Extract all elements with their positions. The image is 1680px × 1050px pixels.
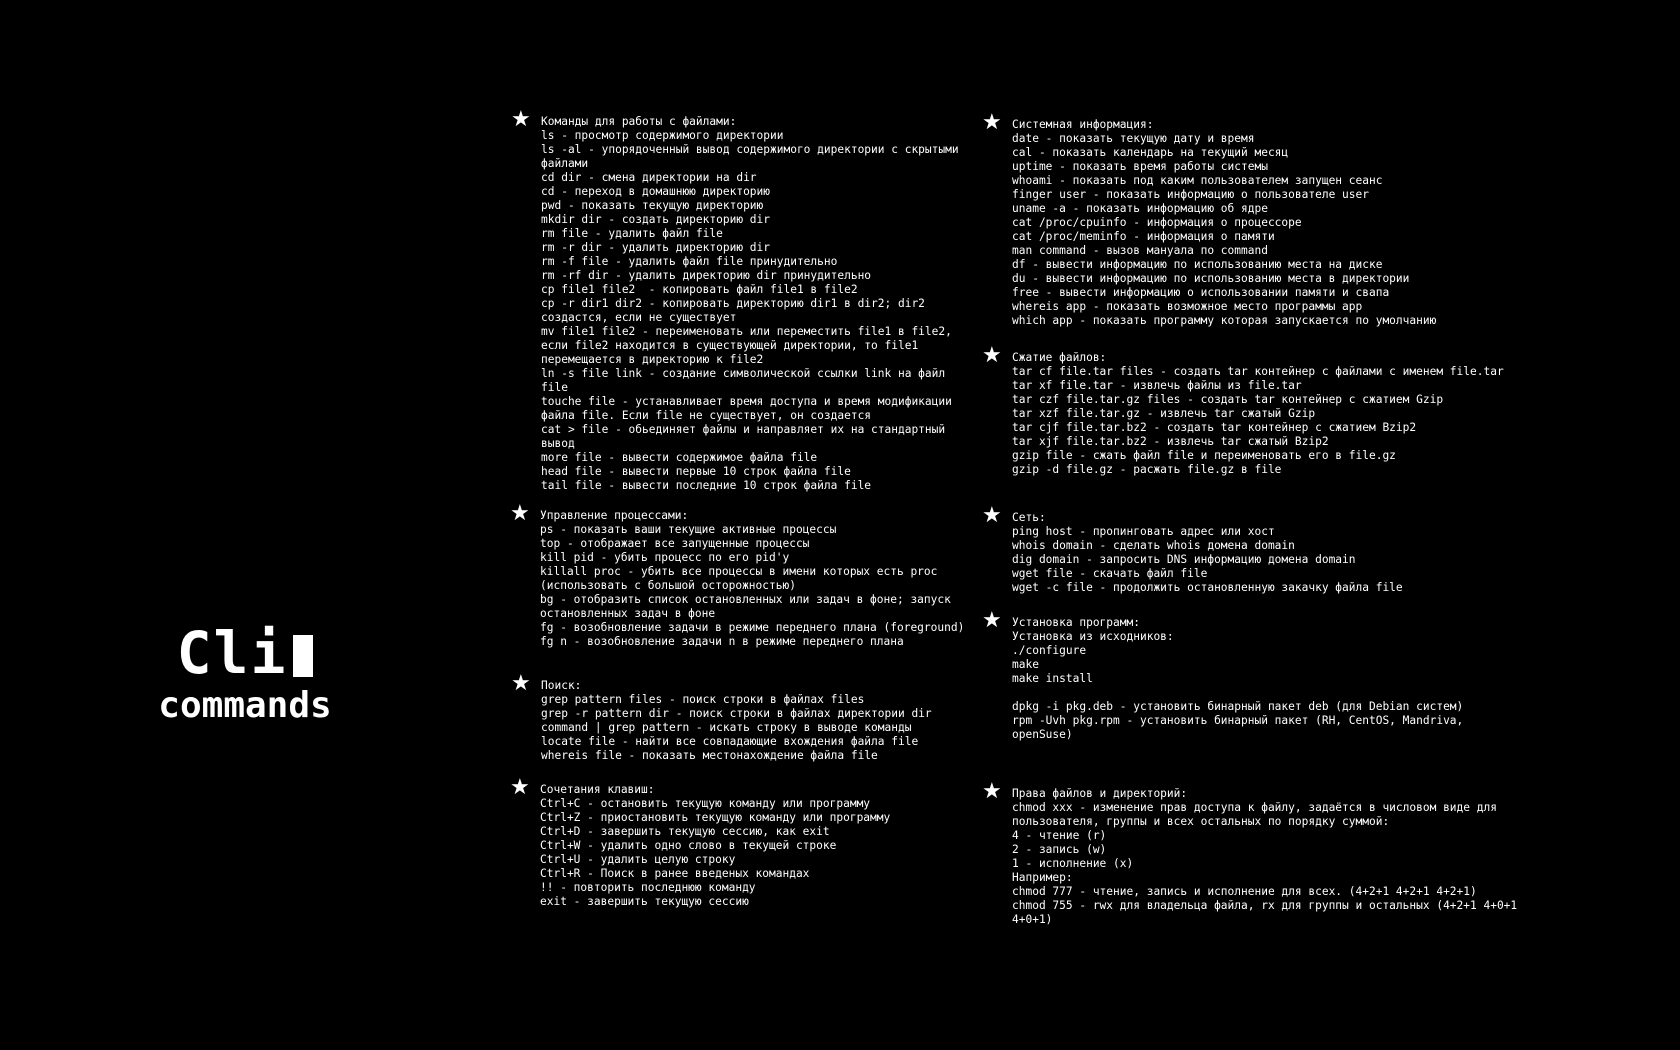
command-line: exit - завершить текущую сессию <box>540 895 749 908</box>
command-line: rm file - удалить файл file <box>541 227 723 240</box>
command-line: Ctrl+R - Поиск в ранее введеных командах <box>540 867 810 880</box>
command-line: ps - показать ваши текущие активные процессы <box>540 523 837 536</box>
command-line: mkdir dir - создать директорию dir <box>541 213 771 226</box>
section-title: Права файлов и директорий: <box>1012 787 1188 800</box>
command-line: tar cjf file.tar.bz2 - создать tar контейнер с сжатием Bzip2 <box>1012 421 1417 434</box>
star-icon: ★ <box>982 343 1002 368</box>
command-line: !! - повторить последнюю команду <box>540 881 756 894</box>
command-line: fg - возобновление задачи в режиме переднего плана (foreground) <box>540 621 965 634</box>
command-line: dpkg -i pkg.deb - установить бинарный пакет deb (для Debian систем) <box>1012 700 1464 713</box>
command-line: Ctrl+U - удалить целую строку <box>540 853 736 866</box>
logo-subtitle: commands <box>158 685 332 726</box>
command-line: tar czf file.tar.gz files - создать tar контейнер с сжатием Gzip <box>1012 393 1444 406</box>
section-lines <box>540 523 970 649</box>
command-line: touche file - устанавливает время доступа и время модификации файла file. Если file не существует, он создается <box>541 395 959 422</box>
section-install <box>982 608 1512 742</box>
section-lines <box>541 693 971 763</box>
command-line: rm -rf dir - удалить директорию dir принудительно <box>541 269 872 282</box>
command-line: tar xf file.tar - извлечь файлы из file.tar <box>1012 379 1302 392</box>
command-line: free - вывести информацию о использовании памяти и свапа <box>1012 286 1390 299</box>
command-line: man command - вызов мануала по command <box>1012 244 1268 257</box>
section-lines <box>1012 365 1572 477</box>
command-line: whois domain - сделать whois домена domain <box>1012 539 1295 552</box>
command-line: 1 - исполнение (x) <box>1012 857 1134 870</box>
section-title: Сеть: <box>1012 511 1046 524</box>
command-line: wget file - скачать файл file <box>1012 567 1208 580</box>
star-icon: ★ <box>982 503 1002 528</box>
section-search <box>511 671 971 763</box>
command-line: tar xjf file.tar.bz2 - извлечь tar сжатый Bzip2 <box>1012 435 1329 448</box>
command-line: fg n - возобновление задачи n в режиме переднего плана <box>540 635 904 648</box>
star-icon: ★ <box>510 501 530 526</box>
command-line: whoami - показать под каким пользователем запущен сеанс <box>1012 174 1383 187</box>
section-permissions <box>982 779 1552 927</box>
section-network <box>982 503 1572 595</box>
section-lines <box>1012 525 1572 595</box>
command-line: chmod 777 - чтение, запись и исполнение для всех. (4+2+1 4+2+1 4+2+1) <box>1012 885 1477 898</box>
command-line: uname -a - показать информацию об ядре <box>1012 202 1268 215</box>
command-line: chmod 755 - rwx для владельца файла, rx для группы и остальных (4+2+1 4+0+1 4+0+1) <box>1012 899 1524 926</box>
command-line: cal - показать календарь на текущий месяц <box>1012 146 1289 159</box>
star-icon: ★ <box>982 779 1002 804</box>
command-line: Ctrl+W - удалить одно слово в текущей строке <box>540 839 837 852</box>
command-line: head file - вывести первые 10 строк файла file <box>541 465 851 478</box>
command-line: wget -c file - продолжить остановленную закачку файла file <box>1012 581 1403 594</box>
section-processes <box>510 501 970 649</box>
command-line: dig domain - запросить DNS информацию домена domain <box>1012 553 1356 566</box>
command-line: cp file1 file2 - копировать файл file1 в file2 <box>541 283 858 296</box>
star-icon: ★ <box>511 671 531 696</box>
command-line: Ctrl+C - остановить текущую команду или программу <box>540 797 871 810</box>
section-system-info <box>982 110 1572 328</box>
command-line: chmod xxx - изменение прав доступа к файлу, задаётся в числовом виде для пользователя, группы и всех остальных по порядку суммой: <box>1012 801 1504 828</box>
command-line: command | grep pattern - искать строку в выводе команды <box>541 721 912 734</box>
command-line: rm -r dir - удалить директорию dir <box>541 241 771 254</box>
command-line: tar xzf file.tar.gz - извлечь tar сжатый Gzip <box>1012 407 1316 420</box>
section-title: Сочетания клавиш: <box>540 783 655 796</box>
section-files <box>511 107 971 493</box>
section-title: Управление процессами: <box>540 509 689 522</box>
command-line: rm -f file - удалить файл file принудительно <box>541 255 838 268</box>
command-line: whereis app - показать возможное место программы app <box>1012 300 1363 313</box>
command-line: Ctrl+D - завершить текущую сессию, как exit <box>540 825 830 838</box>
command-line: tail file - вывести последние 10 строк файла file <box>541 479 872 492</box>
command-line: cd - переход в домашнюю директорию <box>541 185 771 198</box>
command-line: ./configure <box>1012 644 1087 657</box>
command-line: Ctrl+Z - приостановить текущую команду или программу <box>540 811 891 824</box>
command-line: grep pattern files - поиск строки в файлах files <box>541 693 865 706</box>
command-line: du - вывести информацию по использованию места в директории <box>1012 272 1410 285</box>
command-line: whereis file - показать местонахождение файла file <box>541 749 878 762</box>
section-title: Системная информация: <box>1012 118 1154 131</box>
command-line: df - вывести информацию по использованию места на диске <box>1012 258 1383 271</box>
star-icon: ★ <box>982 110 1002 135</box>
star-icon: ★ <box>510 775 530 800</box>
section-title: Команды для работы с файлами: <box>541 115 737 128</box>
section-lines <box>1012 630 1512 742</box>
command-line: rpm -Uvh pkg.rpm - установить бинарный пакет (RH, CentOS, Mandriva, openSuse) <box>1012 714 1471 741</box>
command-line: bg - отобразить список остановленных или задач в фоне; запуск остановленных задач в фоне <box>540 593 958 620</box>
command-line: 2 - запись (w) <box>1012 843 1107 856</box>
command-line: uptime - показать время работы системы <box>1012 160 1268 173</box>
command-line: cat /proc/meminfo - информация о памяти <box>1012 230 1275 243</box>
command-line: finger user - показать информацию о пользователе user <box>1012 188 1369 201</box>
command-line: ln -s file link - создание символической ссылки link на файл file <box>541 367 952 394</box>
command-line: cat > file - обьединяет файлы и направляет их на стандартный вывод <box>541 423 952 450</box>
command-line: cp -r dir1 dir2 - копировать директорию dir1 в dir2; dir2 создастся, если не существует <box>541 297 932 324</box>
star-icon: ★ <box>982 608 1002 633</box>
command-line: more file - вывести содержимое файла file <box>541 451 818 464</box>
command-line: make install <box>1012 672 1093 685</box>
command-line: tar cf file.tar files - создать tar контейнер с файлами с именем file.tar <box>1012 365 1504 378</box>
command-line: killall proc - убить все процессы в имени которых есть proc (использовать с большой осторожностью) <box>540 565 945 592</box>
command-line: grep -r pattern dir - поиск строки в файлах директории dir <box>541 707 932 720</box>
command-line: Установка из исходников: <box>1012 630 1174 643</box>
command-line: kill pid - убить процесс по его pid'у <box>540 551 790 564</box>
command-line: ls -al - упорядоченный вывод содержимого директории с скрытыми файлами <box>541 143 966 170</box>
star-icon: ★ <box>511 107 531 132</box>
command-line: top - отображает все запущенные процессы <box>540 537 810 550</box>
command-line: Например: <box>1012 871 1073 884</box>
command-line: 4 - чтение (r) <box>1012 829 1107 842</box>
command-line: make <box>1012 658 1039 671</box>
section-lines <box>1012 801 1552 927</box>
command-line: locate file - найти все совпадающие вхождения файла file <box>541 735 919 748</box>
section-title: Сжатие файлов: <box>1012 351 1107 364</box>
command-line: date - показать текущую дату и время <box>1012 132 1255 145</box>
command-line: ping host - пропинговать адрес или хост <box>1012 525 1275 538</box>
command-line <box>1012 686 1512 700</box>
section-title: Установка программ: <box>1012 616 1140 629</box>
command-line: which app - показать программу которая запускается по умолчанию <box>1012 314 1437 327</box>
section-lines <box>1012 132 1572 328</box>
command-line: gzip -d file.gz - расжать file.gz в file <box>1012 463 1282 476</box>
section-lines <box>540 797 970 909</box>
logo-title <box>140 620 350 686</box>
command-line: cd dir - смена директории на dir <box>541 171 757 184</box>
command-line: cat /proc/cpuinfo - информация о процессоре <box>1012 216 1302 229</box>
command-line: ls - просмотр содержимого директории <box>541 129 784 142</box>
command-line: pwd - показать текущую директорию <box>541 199 764 212</box>
section-lines <box>541 129 971 493</box>
logo-title-text: Cli <box>176 619 288 687</box>
command-line: gzip file - сжать файл file и переименовать его в file.gz <box>1012 449 1396 462</box>
block-cursor-icon <box>293 635 313 677</box>
section-shortcuts <box>510 775 970 909</box>
command-line: mv file1 file2 - переименовать или переместить file1 в file2, если file2 находится в существующей директории, то file1 перемещается в директорию к file2 <box>541 325 959 366</box>
cli-logo <box>140 620 350 726</box>
section-title: Поиск: <box>541 679 582 692</box>
section-archives <box>982 343 1572 477</box>
